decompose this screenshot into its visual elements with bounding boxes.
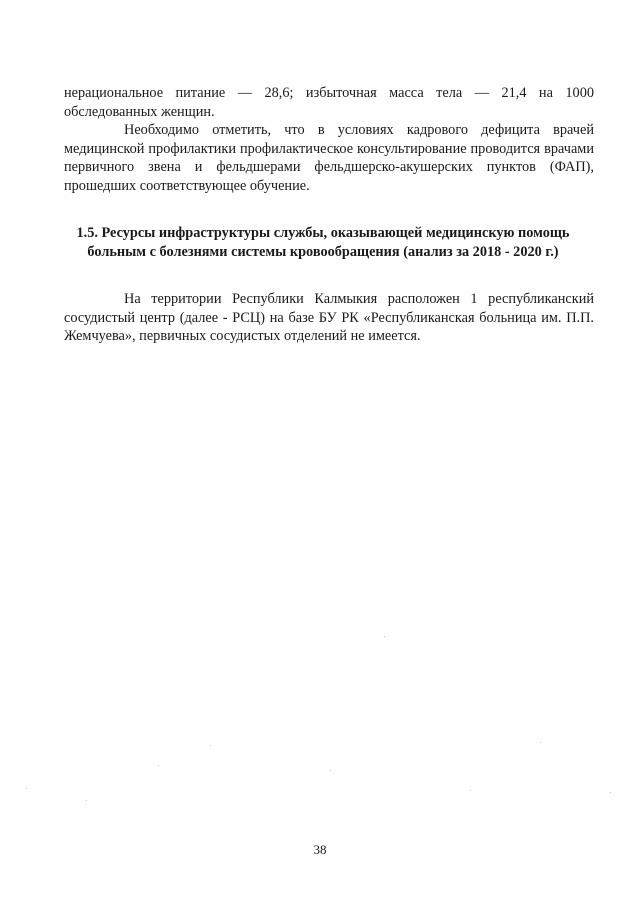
scan-speck: [330, 770, 331, 771]
scan-speck: [86, 800, 87, 801]
document-page: [64, 84, 594, 346]
paragraph-vascular-center: На территории Республики Калмыкия расположен 1 республиканский сосудистый центр (далее - РСЦ) на базе БУ РК «Республиканская больница им. П.П. Жемчуева», первичных сосудистых отделений не имеется.: [64, 291, 594, 344]
scan-speck: [540, 742, 541, 743]
paragraph-staffing-note: Необходимо отметить, что в условиях кадрового дефицита врачей медицинской профилактики профилактическое консультирование проводится врачами первичного звена и фельдшерами фельдшерско-акушерских пунктов (ФАП), прошедших соответствующее обучение.: [64, 122, 594, 194]
scan-speck: [610, 792, 611, 793]
section-heading: 1.5. Ресурсы инфраструктуры службы, оказывающей медицинскую помощь больным с болезнями системы кровообращения (анализ за 2018 - 2020 г.): [76, 225, 570, 260]
page-number: 38: [313, 842, 327, 857]
scan-speck: [470, 790, 471, 791]
scan-speck: [26, 788, 27, 789]
scan-speck: [158, 765, 159, 766]
scan-speck: [210, 745, 211, 746]
paragraph-continuation: нерациональное питание — 28,6; избыточная масса тела — 21,4 на 1000 обследованных женщин.: [64, 85, 594, 120]
scan-speck: [384, 636, 385, 637]
